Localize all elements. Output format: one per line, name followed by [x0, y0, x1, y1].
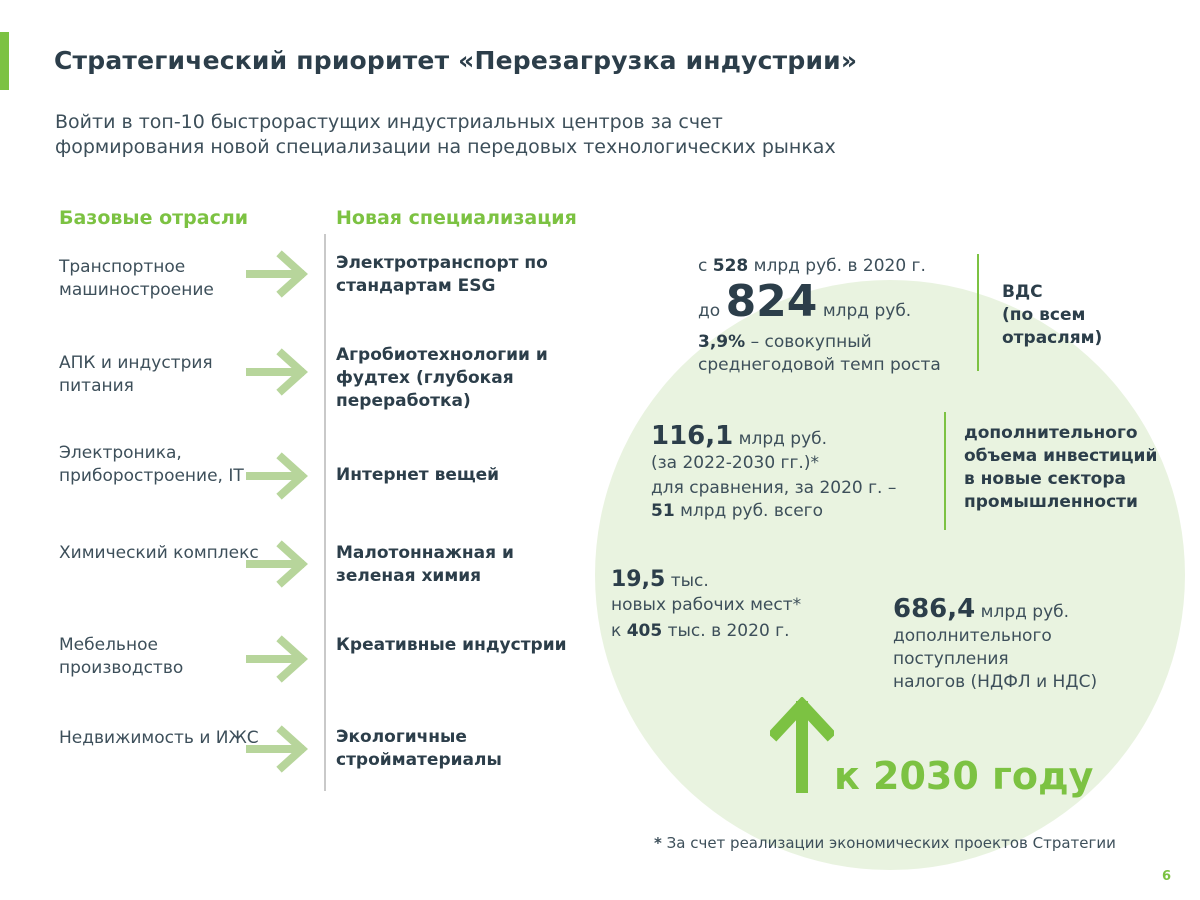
page-number: 6: [1162, 869, 1172, 884]
taxes-value: 686,4: [893, 594, 976, 624]
taxes-line4: налогов (НДФЛ и НДС): [893, 672, 1098, 692]
jobs-line2: новых рабочих мест*: [611, 595, 802, 615]
vds-rate-line2: среднегодовой темп роста: [698, 355, 941, 375]
page-title: Стратегический приоритет «Перезагрузка индустрии»: [54, 46, 858, 75]
jobs-value-line: 19,5 тыс.: [611, 567, 709, 592]
subtitle-line-2: формирования новой специализации на передовых технологических рынках: [55, 136, 836, 158]
vds-from-value: 528: [712, 256, 749, 276]
new-specialization-2: Агробиотехнологии и фудтех (глубокая переработка): [336, 345, 548, 411]
vds-to: до 824 млрд руб.: [698, 276, 912, 327]
new-specialization-1: Электротранспорт по стандартам ESG: [336, 253, 548, 296]
taxes-value-line: 686,4 млрд руб.: [893, 594, 1070, 624]
up-arrow-icon: [770, 697, 834, 793]
base-industry-6: Недвижимость и ИЖС: [59, 728, 259, 748]
investments-label: дополнительного объема инвестиций в новые сектора промышленности: [964, 423, 1158, 512]
jobs-value: 19,5: [611, 567, 666, 592]
vds-label: ВДС (по всем отраслям): [1002, 282, 1103, 348]
vds-rate: 3,9% – совокупный: [698, 332, 872, 352]
subtitle-line-1: Войти в топ-10 быстрорастущих индустриальных центров за счет: [55, 111, 723, 133]
page-subtitle: [55, 110, 955, 160]
right-arrow-icon: [246, 725, 312, 773]
vds-divider: [977, 254, 979, 371]
vds-rate-value: 3,9%: [698, 332, 746, 352]
title-accent-bar: [0, 32, 9, 90]
taxes-line3: поступления: [893, 649, 1009, 669]
base-industry-2: АПК и индустрия питания: [59, 353, 213, 396]
vds-from: с 528 млрд руб. в 2020 г.: [698, 256, 926, 276]
new-specialization-4: Малотоннажная и зеленая химия: [336, 543, 514, 586]
base-industries-heading: Базовые отрасли: [59, 207, 249, 229]
base-industry-3: Электроника, приборостроение, IT: [59, 443, 244, 486]
vds-to-value: 824: [725, 276, 818, 327]
investments-value-line: 116,1 млрд руб.: [651, 421, 828, 451]
right-arrow-icon: [246, 635, 312, 683]
investments-compare-value: 51 млрд руб. всего: [651, 501, 824, 521]
new-specialization-3: Интернет вещей: [336, 465, 500, 485]
investments-compare: для сравнения, за 2020 г. –: [651, 478, 897, 498]
base-industry-4: Химический комплекс: [59, 543, 259, 563]
footnote: * За счет реализации экономических проектов Стратегии: [654, 834, 1116, 852]
investments-divider: [944, 412, 946, 530]
new-specialization-6: Экологичные стройматериалы: [336, 727, 502, 770]
base-industry-1: Транспортное машиностроение: [59, 257, 214, 300]
target-year-label: к 2030 году: [834, 754, 1094, 798]
new-specialization-heading: Новая специализация: [336, 207, 577, 229]
right-arrow-icon: [246, 348, 312, 396]
jobs-line3: к 405 тыс. в 2020 г.: [611, 621, 790, 641]
taxes-line2: дополнительного: [893, 626, 1052, 646]
right-arrow-icon: [246, 540, 312, 588]
new-specialization-5: Креативные индустрии: [336, 635, 567, 655]
investments-period: (за 2022-2030 гг.)*: [651, 453, 819, 473]
right-arrow-icon: [246, 452, 312, 500]
column-divider: [324, 234, 326, 791]
base-industry-5: Мебельное производство: [59, 635, 184, 678]
investments-value: 116,1: [651, 421, 734, 451]
right-arrow-icon: [246, 250, 312, 298]
